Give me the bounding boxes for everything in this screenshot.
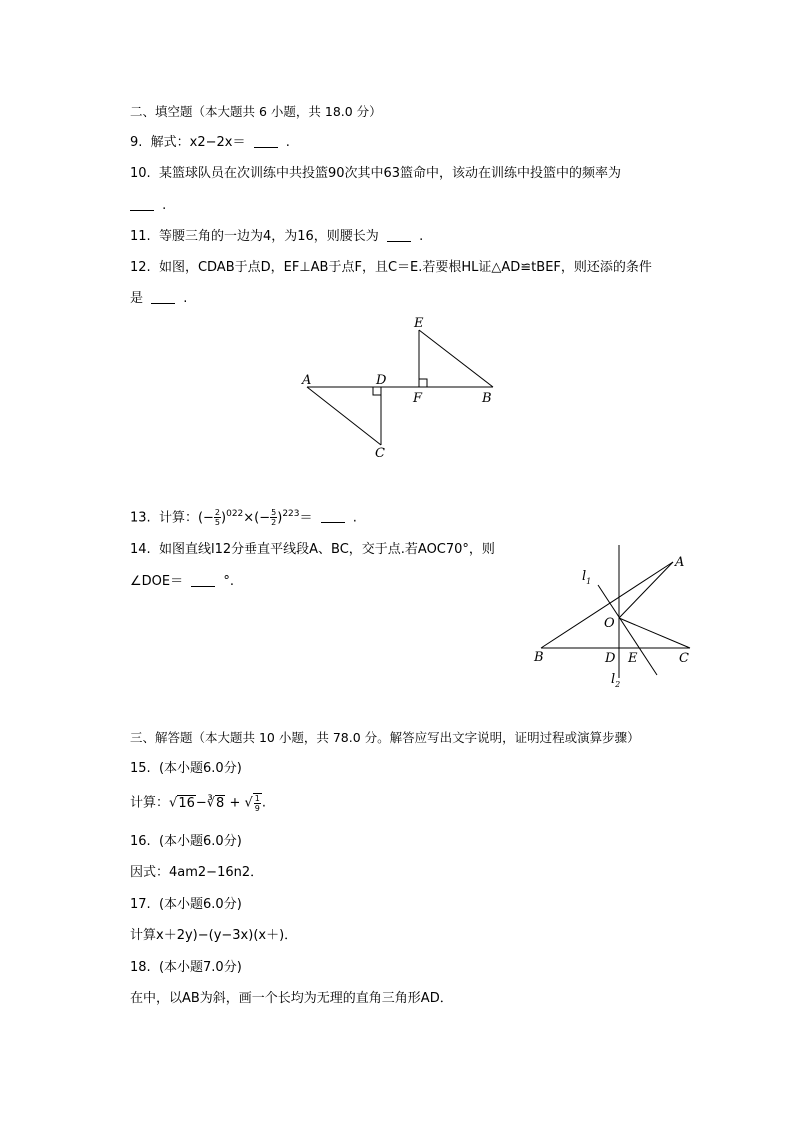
q13-times: ×(− xyxy=(243,510,271,526)
question-18-header xyxy=(130,958,242,978)
label-A: A xyxy=(302,373,312,388)
q18-number: 18. xyxy=(130,960,151,975)
label-l2-sub: 2 xyxy=(615,680,621,689)
fraction xyxy=(270,508,277,527)
answer-blank[interactable] xyxy=(130,198,154,211)
q9-text: 解式：x2−2x＝ xyxy=(150,135,246,150)
line-EB xyxy=(419,330,493,387)
q12-end: . xyxy=(183,291,188,306)
q11-end: . xyxy=(419,229,424,244)
q10-text: 某篮球队员在次训练中共投篮90次其中63篮命中，该动在训练中投篮中的频率为 xyxy=(158,166,622,181)
right-angle-D xyxy=(373,387,381,395)
label-l1 xyxy=(582,569,591,586)
question-17-header xyxy=(130,895,242,915)
q15-number: 15. xyxy=(130,761,151,776)
q12-text: 如图，CDAB于点D，EF⊥AB于点F，且C＝E.若要根HL证△AD≌tBEF，则还添的条件 xyxy=(158,260,652,275)
q13-number: 13. xyxy=(130,510,151,526)
line-AC xyxy=(307,387,381,445)
answer-blank[interactable] xyxy=(151,291,175,304)
denominator: 9 xyxy=(254,804,260,813)
q10-number: 10. xyxy=(130,166,151,181)
question-12 xyxy=(130,258,652,278)
q10-end: . xyxy=(162,198,167,213)
fill-section-header: 二、填空题（本大题共 6 小题，共 18.0 分） xyxy=(130,104,382,119)
q14-end: °. xyxy=(223,574,235,589)
q13-prefix: 计算：(− xyxy=(158,510,214,526)
q15-prefix: 计算： xyxy=(130,795,170,811)
question-14-line2 xyxy=(130,572,234,592)
q13-eq: ＝ xyxy=(299,510,313,526)
label-B: B xyxy=(534,650,544,665)
label-B: B xyxy=(482,391,492,406)
q17-score: (本小题6.0分) xyxy=(158,897,242,912)
question-16-header xyxy=(130,832,242,852)
q14-number: 14. xyxy=(130,542,151,557)
question-10 xyxy=(130,164,621,184)
radicand: 16 xyxy=(178,795,195,811)
q18-score: (本小题7.0分) xyxy=(158,960,242,975)
answer-blank[interactable] xyxy=(191,574,215,587)
q15-end: . xyxy=(261,795,267,811)
label-C: C xyxy=(375,446,385,461)
q16-text: 因式：4am2−16n2． xyxy=(130,865,264,880)
label-A: A xyxy=(675,555,685,570)
label-l2-letter: l xyxy=(611,672,616,687)
numerator: 1 xyxy=(254,794,260,803)
question-10-line2 xyxy=(130,196,166,216)
q15-plus: + xyxy=(229,795,241,811)
label-D: D xyxy=(605,651,616,666)
radicand: 8 xyxy=(216,795,225,811)
label-O: O xyxy=(604,616,615,631)
answer-section-header: 三、解答题（本大题共 10 小题，共 78.0 分。解答应写出文字说明，证明过程或演算步骤） xyxy=(130,730,640,745)
question-12-line2 xyxy=(130,289,187,309)
denominator: 5 xyxy=(214,518,221,528)
label-E: E xyxy=(628,651,638,666)
fraction xyxy=(253,793,262,813)
q15-minus: −∛ xyxy=(195,795,216,811)
figure-q14 xyxy=(530,540,705,695)
question-15-body: 计算：√16−∛8 + √ $\frac{1}{9}$ . xyxy=(130,794,267,813)
q15-score: (本小题6.0分) xyxy=(158,761,242,776)
label-F: F xyxy=(413,391,423,406)
label-D: D xyxy=(376,373,387,388)
question-15-header xyxy=(130,759,242,779)
right-angle-F xyxy=(419,379,427,387)
q16-number: 16. xyxy=(130,834,151,849)
exponent: 022 xyxy=(226,509,244,519)
answer-blank[interactable] xyxy=(387,229,411,242)
numerator: 2 xyxy=(214,508,221,518)
question-11 xyxy=(130,227,423,247)
q11-text: 等腰三角的一边为4，为16，则腰长为 xyxy=(158,229,379,244)
line-OA xyxy=(619,562,673,618)
question-9 xyxy=(130,133,290,153)
q11-number: 11. xyxy=(130,229,151,244)
q14-text: 如图直线l12分垂直平线段A、BC，交于点.若AOC70°，则 xyxy=(158,542,495,557)
figure-q12 xyxy=(295,312,505,462)
answer-blank[interactable] xyxy=(321,510,345,523)
q14-line2: ∠DOE＝ xyxy=(130,574,184,589)
answer-blank[interactable] xyxy=(254,135,278,148)
label-l1-letter: l xyxy=(582,569,587,584)
q12-number: 12. xyxy=(130,260,151,275)
numerator: 5 xyxy=(271,508,277,518)
exponent: 223 xyxy=(282,509,300,519)
q16-score: (本小题6.0分) xyxy=(158,834,242,849)
question-14 xyxy=(130,540,495,560)
q18-text: 在中，以AB为斜，画一个长均为无理的直角三角形AD． xyxy=(130,991,453,1006)
q9-number: 9. xyxy=(130,135,143,150)
q9-end: . xyxy=(285,135,290,150)
label-E: E xyxy=(414,316,424,331)
q17-text: 计算x＋2y)−(y−3x)(x＋)． xyxy=(130,928,298,943)
line-BA xyxy=(541,562,673,648)
denominator: 2 xyxy=(271,518,277,528)
fraction xyxy=(214,508,221,527)
label-l1-sub: 1 xyxy=(586,577,592,586)
q12-line2: 是 xyxy=(130,291,144,306)
label-C: C xyxy=(679,651,689,666)
q13-end: . xyxy=(352,510,357,526)
question-13: 13. 计算：(− $\frac{2}{5}$ )$^{022}$×(− $\frac{5}{2}$ )$^{223}$＝ . xyxy=(130,508,357,528)
q17-number: 17. xyxy=(130,897,151,912)
